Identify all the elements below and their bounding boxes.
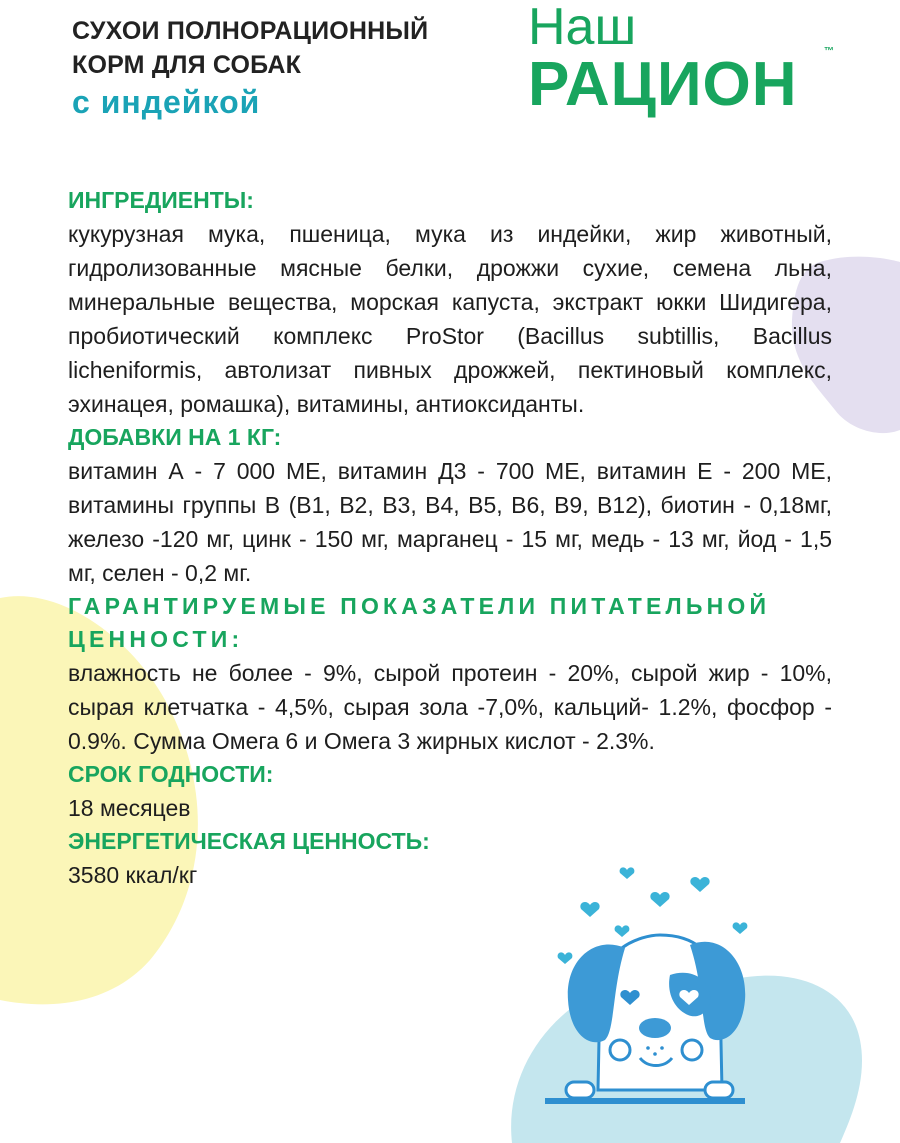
trademark-symbol: ™ <box>824 46 834 57</box>
brand-logo-word2: РАЦИОН <box>528 50 798 119</box>
section-title: ИНГРЕДИЕНТЫ: <box>68 187 254 213</box>
section-energy <box>68 825 832 892</box>
section-ingredients <box>68 184 832 421</box>
product-header <box>72 14 428 122</box>
section-text: витамин А - 7 000 МЕ, витамин Д3 - 700 МЕ, витамин Е - 200 МЕ, витамины группы В (В1, В2, В3, В4, В5, В6, В9, В12), биотин - 0,18мг, железо -120 мг, цинк - 150 мг, марганец - 15 мг, медь - 13 мг, йод - 1,5 мг, селен - 0,2 мг. <box>68 458 832 586</box>
brand-logo-word1: Наш <box>528 0 637 56</box>
product-type-line2: КОРМ ДЛЯ СОБАК <box>72 51 302 79</box>
product-info <box>68 184 832 892</box>
section-nutrition <box>68 590 832 758</box>
section-title: ДОБАВКИ НА 1 КГ: <box>68 424 282 450</box>
product-flavor: с индейкой <box>72 84 261 120</box>
section-title: ЭНЕРГЕТИЧЕСКАЯ ЦЕННОСТЬ: <box>68 828 430 854</box>
brand-logo <box>528 0 834 119</box>
section-text: 18 месяцев <box>68 795 191 821</box>
section-text: кукурузная мука, пшеница, мука из индейки, жир животный, гидролизованные мясные белки, дрожжи сухие, семена льна, минеральные вещества, морская капуста, экстракт юкки Шидигера, пробиотический комплекс ProStor (Bacillus subtillis, Bacillus licheniformis, автолизат пивных дрожжей, пектиновый комплекс, эхинацея, ромашка), витамины, антиоксиданты. <box>68 221 832 417</box>
section-title: СРОК ГОДНОСТИ: <box>68 761 274 787</box>
product-type-line1: СУХОИ ПОЛНОРАЦИОННЫЙ <box>72 17 429 45</box>
section-text: 3580 ккал/кг <box>68 862 198 888</box>
dog-nose <box>639 1018 671 1038</box>
section-additives <box>68 421 832 590</box>
section-shelf-life <box>68 758 832 825</box>
section-title: ГАРАНТИРУЕМЫЕ ПОКАЗАТЕЛИ ПИТАТЕЛЬНОЙ ЦЕННОСТИ: <box>68 593 771 652</box>
section-text: влажность не более - 9%, сырой протеин - 20%, сырой жир - 10%, сырая клетчатка - 4,5%, сырая зола -7,0%, кальций- 1.2%, фосфор - 0.9%. Сумма Омега 6 и Омега 3 жирных кислот - 2.3%. <box>68 660 832 754</box>
